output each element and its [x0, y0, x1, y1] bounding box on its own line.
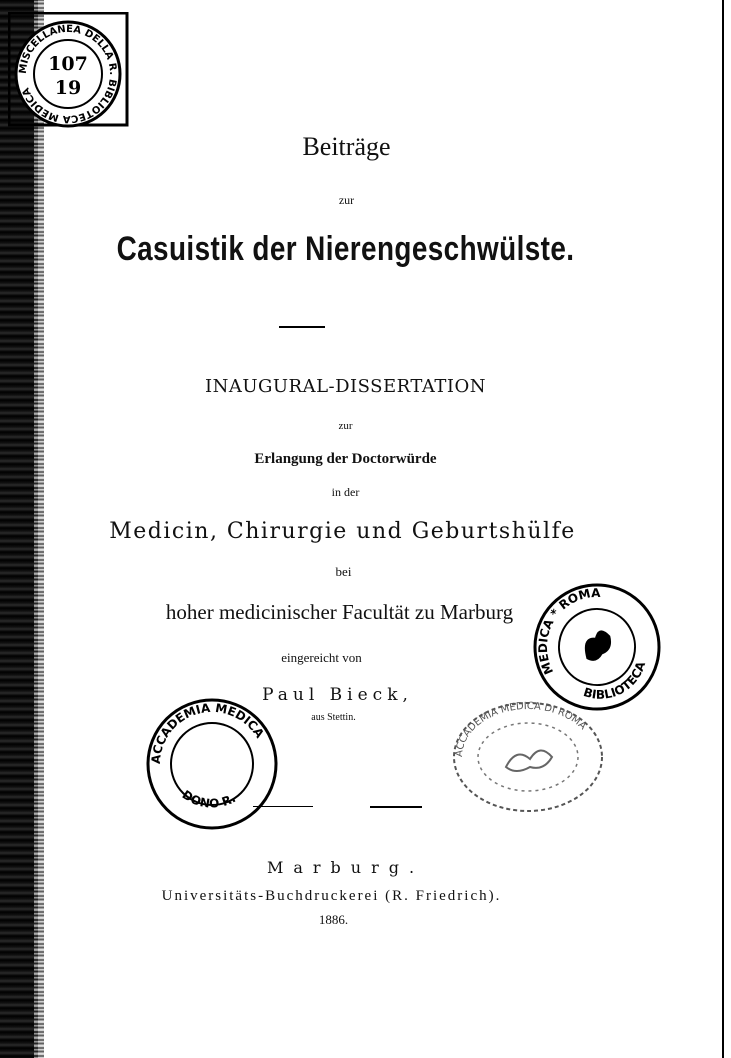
faint-stamp-ring-text: ACCADEMIA MEDICA DI ROMA — [453, 700, 589, 758]
separator-rule — [279, 326, 325, 328]
dissertation-submitted: eingereicht von — [281, 650, 362, 665]
imprint-place: Marburg. — [266, 858, 425, 877]
dissertation-in-der: in der — [331, 485, 360, 499]
dissertation-faculty: hoher medicinischer Facultät zu Marburg — [165, 600, 514, 624]
dissertation-purpose: Erlangung der Doctorwürde — [254, 451, 437, 467]
dissertation-author: Paul Bieck, — [262, 685, 413, 705]
imprint-printer: Universitäts-Buchdruckerei (R. Friedrich). — [161, 888, 502, 904]
accademia-stamp-left — [142, 694, 282, 834]
dissertation-fields: Medicin, Chirurgie und Geburtshülfe — [109, 519, 576, 544]
stamp-number-top: 107 — [48, 53, 88, 75]
dashed-rule-left — [253, 806, 313, 807]
imprint-year: 1886. — [318, 912, 349, 927]
stamp-number-bottom: 19 — [54, 77, 82, 99]
page-right-edge — [722, 0, 724, 1058]
dashed-rule-mid — [370, 806, 422, 808]
dissertation-origin: aus Stettin. — [311, 712, 356, 723]
dissertation-zur: zur — [338, 420, 353, 432]
dissertation-type: INAUGURAL-DISSERTATION — [204, 376, 487, 397]
biblioteca-stamp-right — [530, 580, 664, 714]
stamp-ring-top-text: MEDICA * ROMA — [535, 585, 601, 677]
title-zur: zur — [338, 193, 355, 207]
dissertation-bei: bei — [335, 564, 352, 579]
stamp-ring-bottom-text: BIBLIOTECA — [581, 659, 649, 702]
stamp-ring-text: MISCELLANEA DELLA R. BIBLIOTECA MEDICA — [17, 23, 119, 125]
stamp-ring-bottom-text: DONO R. — [179, 787, 238, 811]
stamp-ring-top-text: ACCADEMIA MEDICA — [148, 700, 267, 765]
title-beitraege: Beiträge — [302, 132, 391, 161]
main-title: Casuistik der Nierengeschwülste. — [116, 230, 575, 268]
library-stamp-top-left — [8, 12, 130, 128]
